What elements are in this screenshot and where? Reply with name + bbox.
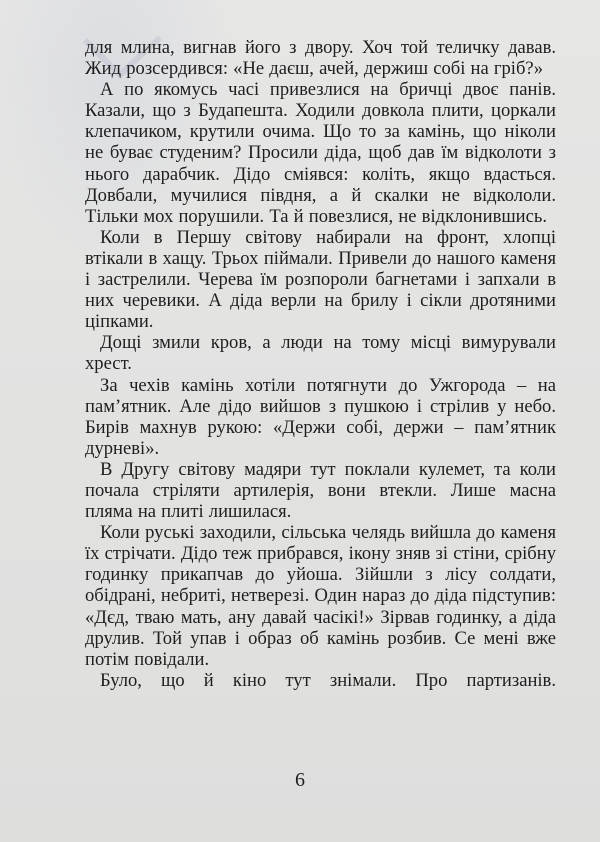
paragraph-6: В Другу світову мадяри тут поклали кулемет, та коли почала стріляти артилерія, вони втекли. Лише масна пляма на плиті лишилася. — [85, 458, 556, 523]
paragraph-4: Дощі змили кров, а люди на тому місці вимурували хрест. — [85, 332, 556, 375]
page-number: 6 — [295, 769, 305, 791]
paragraph-1: для млина, вигнав його з двору. Хоч той теличку давав. Жид розсердився: «Не даєш, ачей, держиш собі на гріб?» — [85, 37, 556, 80]
book-page-text — [85, 37, 556, 691]
paragraph-5: За чехів камінь хотіли потягнути до Ужгорода – на пам’ятник. Але дідо вийшов з пушкою і стрілив у небо. Бирів махнув рукою: «Держи собі, держи – пам’ятник дурневі». — [85, 374, 556, 459]
paragraph-7: Коли руські заходили, сільська челядь вийшла до каменя їх стрічати. Дідо теж прибрався, ікону зняв зі стіни, срібну годинку прикапчав до уйоша. Зійшли з лісу солдати, обідрані, небриті, нетверезі. Один нараз до діда підступив: «Дєд, тваю мать, ану давай часікі!» Зірвав годинку, а діда друлив. Той упав і образ об камінь розбив. Се мені вже потім повідали. — [85, 522, 556, 670]
paragraph-2: А по якомусь часі привезлися на бричці двоє панів. Казали, що з Будапешта. Ходили довкола плити, цоркали клепачиком, крутили очима. Що то за камінь, що ніколи не буває студеним? Просили діда, щоб дав їм відколоти з нього дарабчик. Дідо сміявся: коліть, якщо вдасться. Довбали, мучилися півдня, а й скалки не відкололи. Тільки мох порушили. Та й повезлися, не відклонившись. — [85, 79, 556, 227]
paragraph-8-continues: Було, що й кіно тут знімали. Про партизанів. — [100, 669, 556, 691]
paragraph-3: Коли в Першу світову набирали на фронт, хлопці втікали в хащу. Трьох піймали. Привели до нашого каменя і застрелили. Черева їм розпороли багнетами і запхали в них черевики. А діда верли на брилу і сікли дротяними ціпками. — [85, 226, 556, 333]
